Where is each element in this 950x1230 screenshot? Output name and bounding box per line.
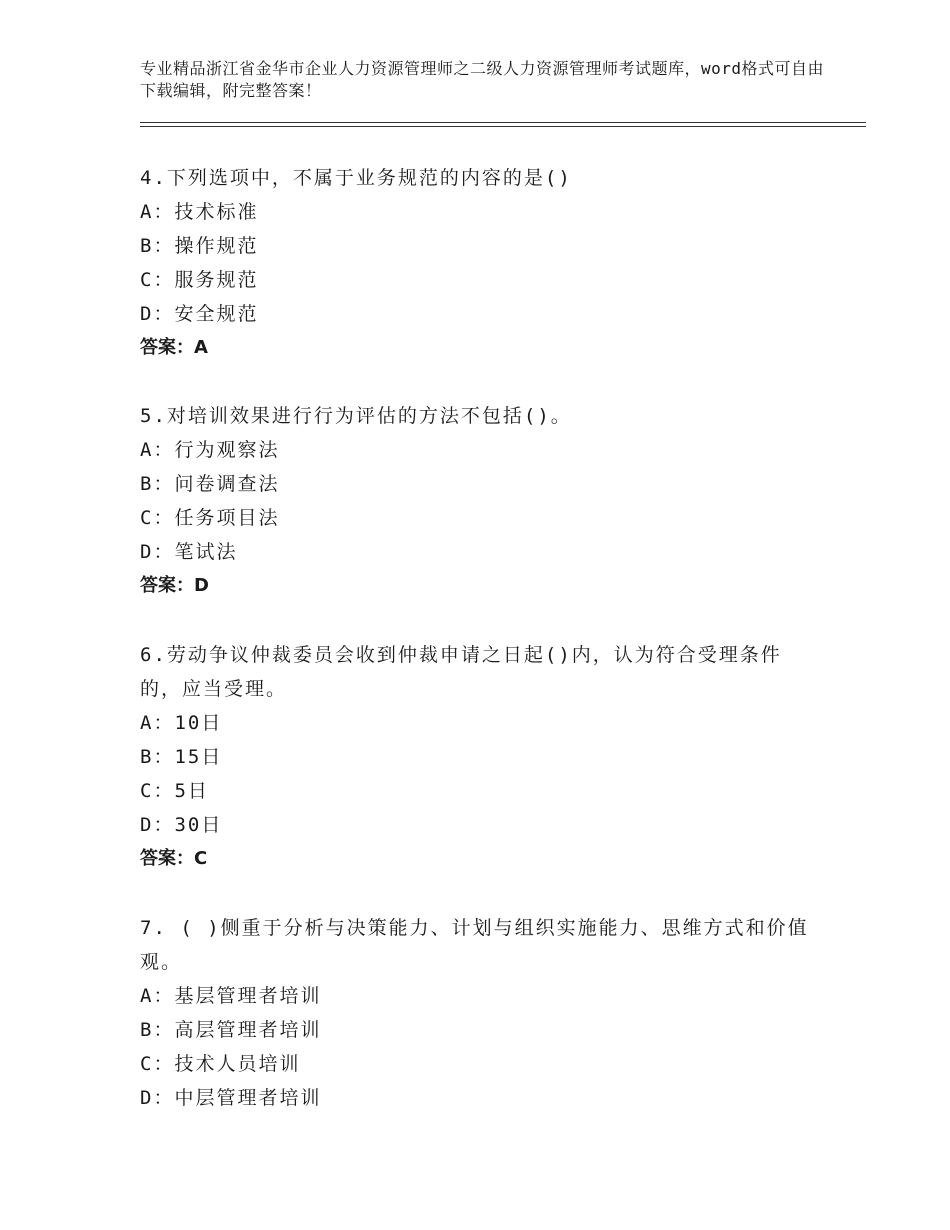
answer-label: 答案：A bbox=[140, 337, 208, 358]
header-divider-top bbox=[140, 122, 866, 123]
option-letter: B： bbox=[140, 473, 175, 495]
option-d bbox=[140, 1081, 820, 1115]
option-text: 30日 bbox=[174, 814, 223, 836]
document-header: 专业精品浙江省金华市企业人力资源管理师之二级人力资源管理师考试题库，word格式可自由下载编辑，附完整答案！ bbox=[140, 59, 825, 100]
option-b bbox=[140, 229, 820, 263]
option-d bbox=[140, 808, 820, 842]
option-text: 安全规范 bbox=[174, 303, 259, 325]
question-stem: 7. ( )侧重于分析与决策能力、计划与组织实施能力、思维方式和价值观。 bbox=[140, 917, 809, 973]
option-text: 技术标准 bbox=[174, 201, 259, 223]
option-letter: D： bbox=[140, 303, 175, 325]
option-b bbox=[140, 740, 820, 774]
option-letter: B： bbox=[140, 235, 175, 257]
option-letter: A： bbox=[140, 439, 175, 461]
option-text: 高层管理者培训 bbox=[174, 1019, 322, 1041]
question-4 bbox=[140, 161, 820, 365]
option-d bbox=[140, 297, 820, 331]
option-c bbox=[140, 1047, 820, 1081]
option-text: 任务项目法 bbox=[174, 507, 280, 529]
option-text: 问卷调查法 bbox=[174, 473, 280, 495]
option-a bbox=[140, 979, 820, 1013]
option-b bbox=[140, 467, 820, 501]
option-text: 技术人员培训 bbox=[174, 1053, 301, 1075]
option-letter: A： bbox=[140, 712, 175, 734]
question-stem: 5.对培训效果进行行为评估的方法不包括()。 bbox=[140, 405, 572, 427]
option-c bbox=[140, 263, 820, 297]
answer-label: 答案：C bbox=[140, 848, 208, 869]
option-text: 操作规范 bbox=[174, 235, 259, 257]
option-letter: A： bbox=[140, 201, 175, 223]
option-letter: D： bbox=[140, 541, 175, 563]
option-letter: D： bbox=[140, 814, 175, 836]
option-text: 10日 bbox=[174, 712, 223, 734]
option-letter: B： bbox=[140, 1019, 175, 1041]
option-letter: B： bbox=[140, 746, 175, 768]
option-letter: D： bbox=[140, 1087, 175, 1109]
option-b bbox=[140, 1013, 820, 1047]
option-c bbox=[140, 501, 820, 535]
option-letter: C： bbox=[140, 507, 175, 529]
option-text: 笔试法 bbox=[174, 541, 238, 563]
question-7 bbox=[140, 911, 820, 1115]
option-text: 行为观察法 bbox=[174, 439, 280, 461]
option-c bbox=[140, 774, 820, 808]
question-stem: 6.劳动争议仲裁委员会收到仲裁申请之日起()内，认为符合受理条件的，应当受理。 bbox=[140, 644, 782, 700]
question-5 bbox=[140, 399, 820, 603]
option-letter: A： bbox=[140, 985, 175, 1007]
option-letter: C： bbox=[140, 780, 175, 802]
option-text: 基层管理者培训 bbox=[174, 985, 322, 1007]
option-text: 中层管理者培训 bbox=[174, 1087, 322, 1109]
option-text: 服务规范 bbox=[174, 269, 259, 291]
answer-label: 答案：D bbox=[140, 575, 209, 596]
question-6 bbox=[140, 638, 820, 876]
question-stem: 4.下列选项中，不属于业务规范的内容的是() bbox=[140, 167, 572, 189]
header-divider-bottom bbox=[140, 126, 866, 127]
option-a bbox=[140, 195, 820, 229]
option-d bbox=[140, 535, 820, 569]
option-text: 15日 bbox=[174, 746, 223, 768]
option-a bbox=[140, 433, 820, 467]
option-letter: C： bbox=[140, 269, 175, 291]
option-letter: C： bbox=[140, 1053, 175, 1075]
option-a bbox=[140, 706, 820, 740]
option-text: 5日 bbox=[174, 780, 209, 802]
